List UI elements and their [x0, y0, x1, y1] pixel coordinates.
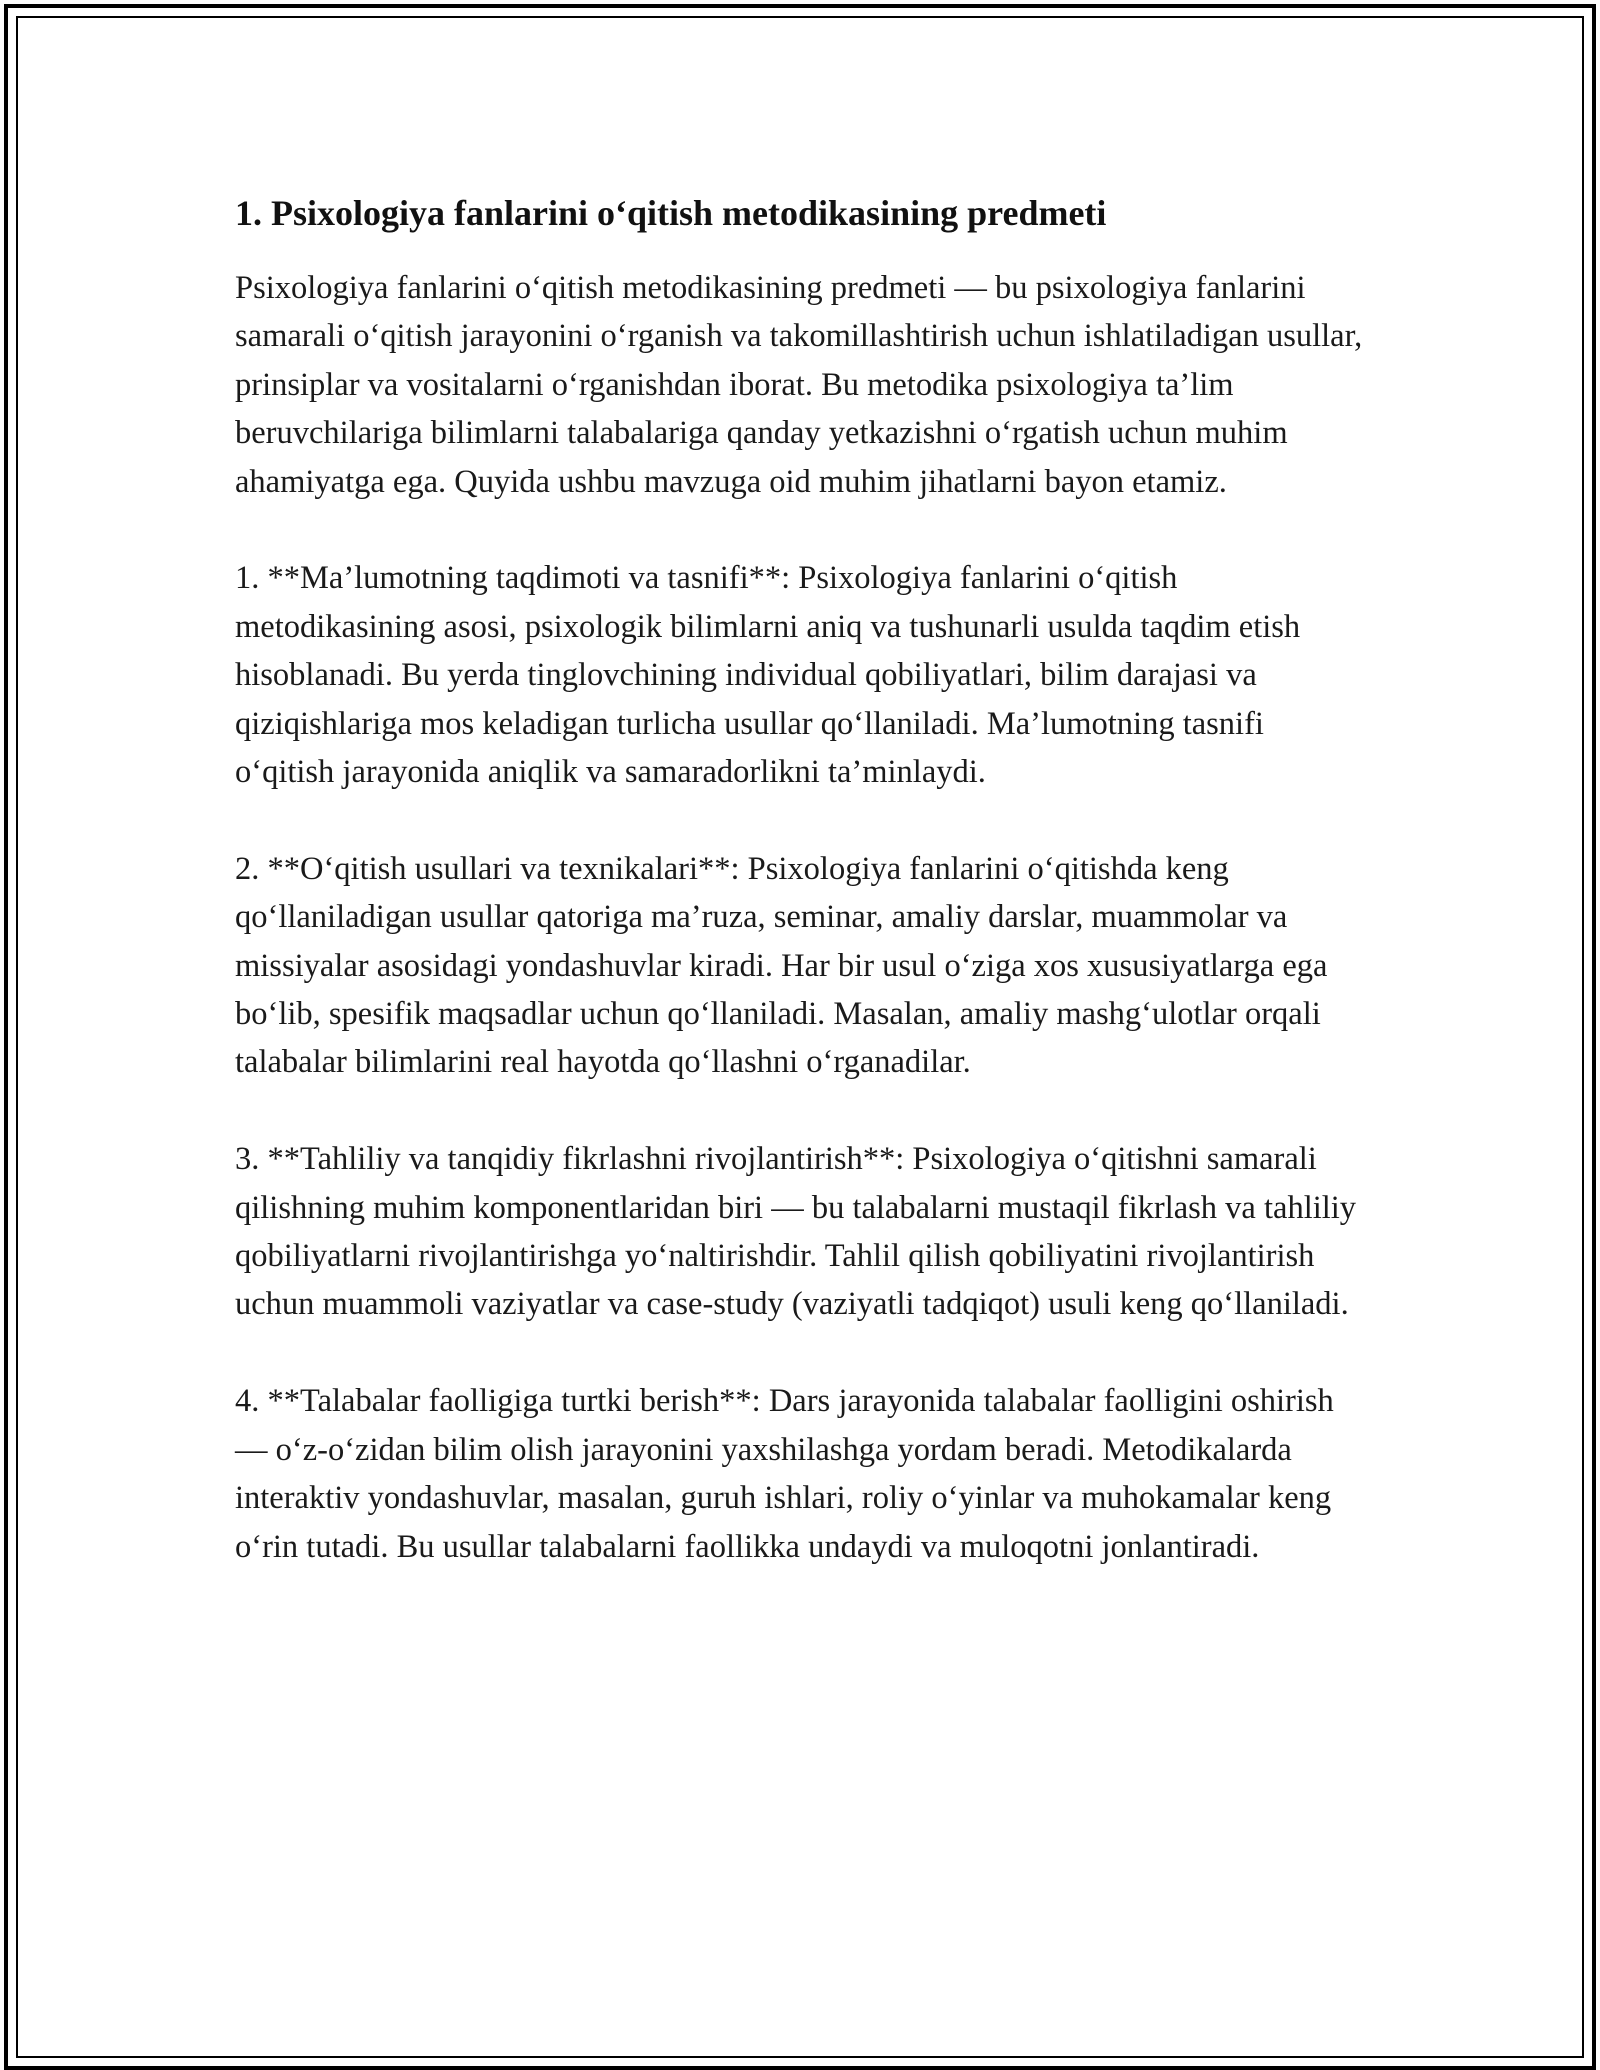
paragraph-point-2: 2. **O‘qitish usullari va texnikalari**: Psixologiya fanlarini o‘qitishda keng qo‘llaniladigan usullar qatoriga ma’ruza, seminar, amaliy darslar, muammolar va missiyalar asosidagi yondashuvlar kiradi. Har bir usul o‘ziga xos xususiyatlarga ega bo‘lib, spesifik maqsadlar uchun qo‘llaniladi. Masalan, amaliy mashg‘ulotlar orqali talabalar bilimlarini real hayotda qo‘llashni o‘rganadilar.: [235, 850, 1328, 1081]
paragraph-point-4: 4. **Talabalar faolligiga turtki berish**: Dars jarayonida talabalar faolligini oshirish — o‘z-o‘zidan bilim olish jarayonini yaxshilashga yordam beradi. Metodikalarda interaktiv yondashuvlar, masalan, guruh ishlari, roliy o‘yinlar va muhokamalar keng o‘rin tutadi. Bu usullar talabalarni faollikka undaydi va muloqotni jonlantiradi.: [235, 1383, 1334, 1565]
paragraph-point-3: 3. **Tahliliy va tanqidiy fikrlashni rivojlantirish**: Psixologiya o‘qitishni samarali qilishning muhim komponentlaridan biri — bu talabalarni mustaqil fikrlash va tahliliy qobiliyatlarni rivojlantirishga yo‘naltirishdir. Tahlil qilish qobiliyatini rivojlantirish uchun muammoli vaziyatlar va case-study (vaziyatli tadqiqot) usuli keng qo‘llaniladi.: [235, 1141, 1357, 1323]
section-heading: 1. Psixologiya fanlarini o‘qitish metodikasining predmeti: [235, 193, 1107, 233]
document-body: [235, 190, 1365, 1619]
paragraph-point-1: 1. **Ma’lumotning taqdimoti va tasnifi**: Psixologiya fanlarini o‘qitish metodikasining asosi, psixologik bilimlarni aniq va tushunarli usulda taqdim etish hisoblanadi. Bu yerda tinglovchining individual qobiliyatlari, bilim darajasi va qiziqishlariga mos keladigan turlicha usullar qo‘llaniladi. Ma’lumotning tasnifi o‘qitish jarayonida aniqlik va samaradorlikni ta’minlaydi.: [235, 560, 1301, 791]
intro-paragraph: Psixologiya fanlarini o‘qitish metodikasining predmeti — bu psixologiya fanlarini samarali o‘qitish jarayonini o‘rganish va takomillashtirish uchun ishlatiladigan usullar, prinsiplar va vositalarni o‘rganishdan iborat. Bu metodika psixologiya ta’lim beruvchilariga bilimlarni talabalariga qanday yetkazishni o‘rgatish uchun muhim ahamiyatga ega. Quyida ushbu mavzuga oid muhim jihatlarni bayon etamiz.: [235, 270, 1363, 500]
